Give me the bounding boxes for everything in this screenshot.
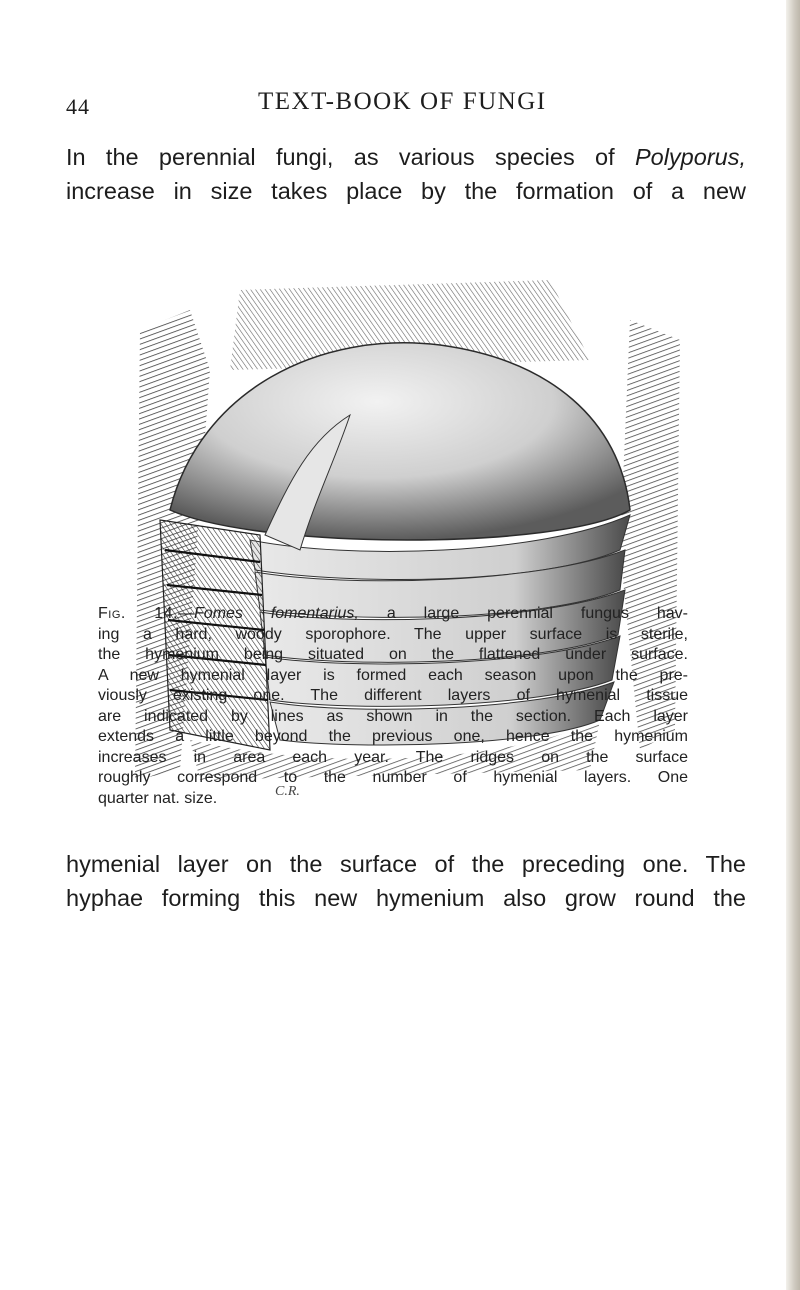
body-line: hyphae forming this new hymenium also grow round the <box>66 885 746 911</box>
body-line: In the perennial fungi, as various species of Polyporus, <box>66 144 746 170</box>
figure-caption <box>98 604 688 809</box>
genus-name: Polyporus, <box>634 144 746 170</box>
running-title: TEXT-BOOK OF FUNGI <box>258 88 547 115</box>
body-text-bottom <box>66 847 746 915</box>
species-name: Fomes fomentarius, <box>194 605 359 622</box>
page-number: 44 <box>66 94 90 119</box>
fungus-cap <box>170 343 630 540</box>
caption-line: extends a little beyond the previous one, hence the hymenium <box>98 728 688 745</box>
caption-line: Fig. 14.—Fomes fomentarius, a large perennial fungus hav- <box>98 605 688 622</box>
caption-line: the hymenium being situated on the flattened under surface. <box>98 646 688 663</box>
artist-signature: C.R. <box>275 784 300 799</box>
caption-line: are indicated by lines as shown in the section. Each layer <box>98 707 688 725</box>
body-text-top <box>66 140 746 208</box>
running-head <box>66 88 766 128</box>
caption-line: ing a hard, woody sporophore. The upper surface is sterile, <box>98 625 688 643</box>
caption-line: increases in area each year. The ridges on the surface <box>98 748 688 766</box>
caption-line: A new hymenial layer is formed each season upon the pre- <box>98 666 688 684</box>
caption-line: roughly correspond to the number of hymenial layers. One <box>98 769 688 786</box>
caption-line: viously existing one. The different layers of hymenial tissue <box>98 687 688 704</box>
page-edge <box>786 0 800 1290</box>
caption-line: quarter nat. size. <box>98 789 218 807</box>
body-line: increase in size takes place by the formation of a new <box>66 178 746 204</box>
figure-label: Fig. 14. <box>98 605 179 622</box>
body-line: hymenial layer on the surface of the preceding one. The <box>66 851 746 877</box>
